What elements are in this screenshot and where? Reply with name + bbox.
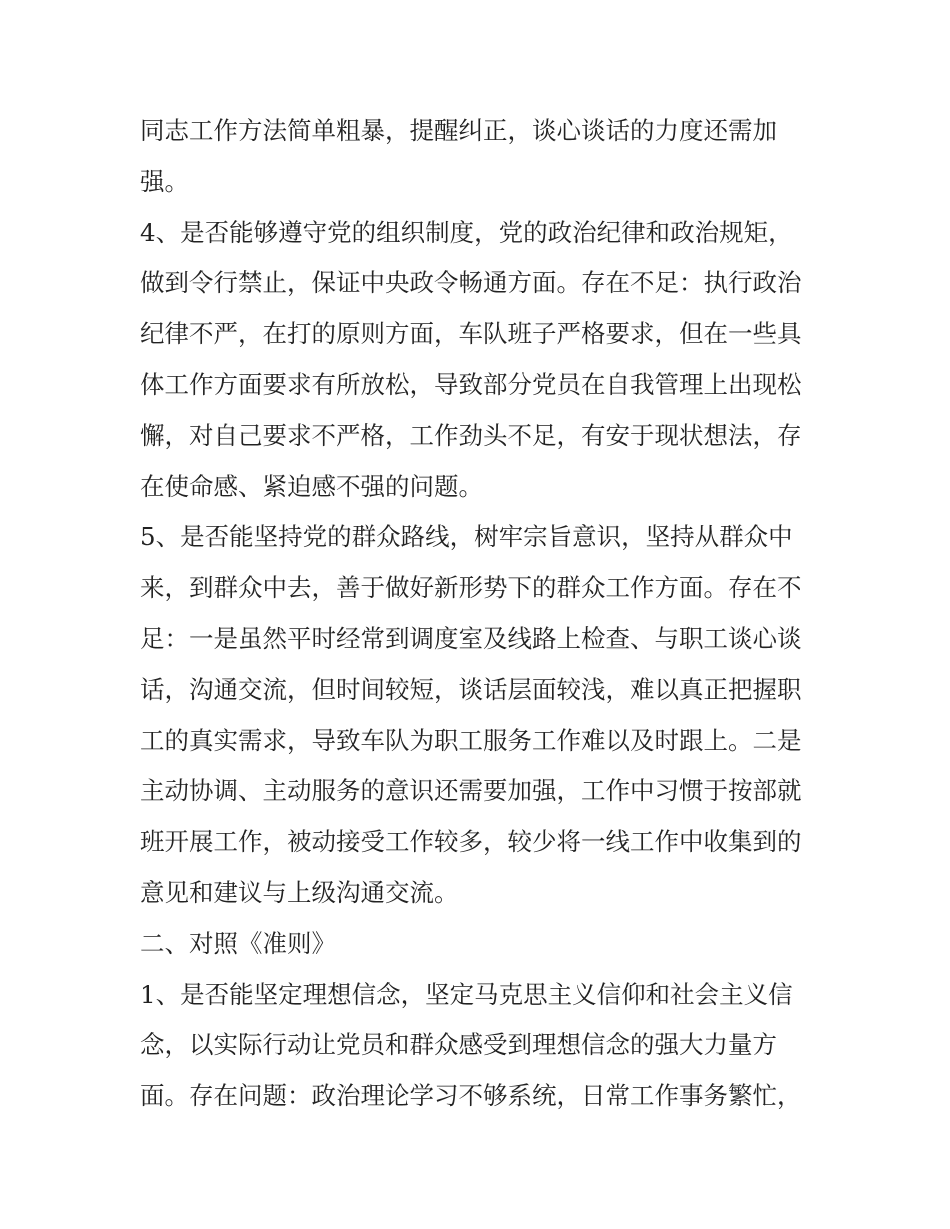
text-line: 意见和建议与上级沟通交流。	[140, 877, 459, 907]
document-body	[140, 106, 820, 1122]
text-line: 体工作方面要求有所放松，导致部分党员在自我管理上出现松	[140, 369, 802, 399]
text-line: 4、是否能够遵守党的组织制度，党的政治纪律和政治规矩，	[140, 217, 793, 247]
text-line: 班开展工作，被动接受工作较多，较少将一线工作中收集到的	[140, 827, 802, 857]
text-line: 强。	[140, 166, 189, 196]
section-heading: 二、对照《准则》	[140, 928, 336, 958]
text-line: 念，以实际行动让党员和群众感受到理想信念的强大力量方	[140, 1030, 777, 1060]
text-line: 1、是否能坚定理想信念，坚定马克思主义信仰和社会主义信	[140, 979, 793, 1009]
text-line: 主动协调、主动服务的意识还需要加强，工作中习惯于按部就	[140, 776, 802, 806]
text-line: 来，到群众中去，善于做好新形势下的群众工作方面。存在不	[140, 573, 802, 603]
text-line: 纪律不严，在打的原则方面，车队班子严格要求，但在一些具	[140, 319, 802, 349]
text-line: 工的真实需求，导致车队为职工服务工作难以及时跟上。二是	[140, 725, 802, 755]
text-line: 5、是否能坚持党的群众路线，树牢宗旨意识，坚持从群众中	[140, 522, 793, 552]
text-line: 做到令行禁止，保证中央政令畅通方面。存在不足：执行政治	[140, 268, 802, 298]
text-line: 足：一是虽然平时经常到调度室及线路上检查、与职工谈心谈	[140, 623, 802, 653]
text-line: 在使命感、紧迫感不强的问题。	[140, 471, 483, 501]
text-line: 话，沟通交流，但时间较短，谈话层面较浅，难以真正把握职	[140, 674, 802, 704]
text-line: 同志工作方法简单粗暴，提醒纠正，谈心谈话的力度还需加	[140, 116, 777, 145]
text-line: 懈，对自己要求不严格，工作劲头不足，有安于现状想法，存	[140, 420, 802, 450]
text-line: 面。存在问题：政治理论学习不够系统，日常工作事务繁忙，	[140, 1081, 802, 1111]
